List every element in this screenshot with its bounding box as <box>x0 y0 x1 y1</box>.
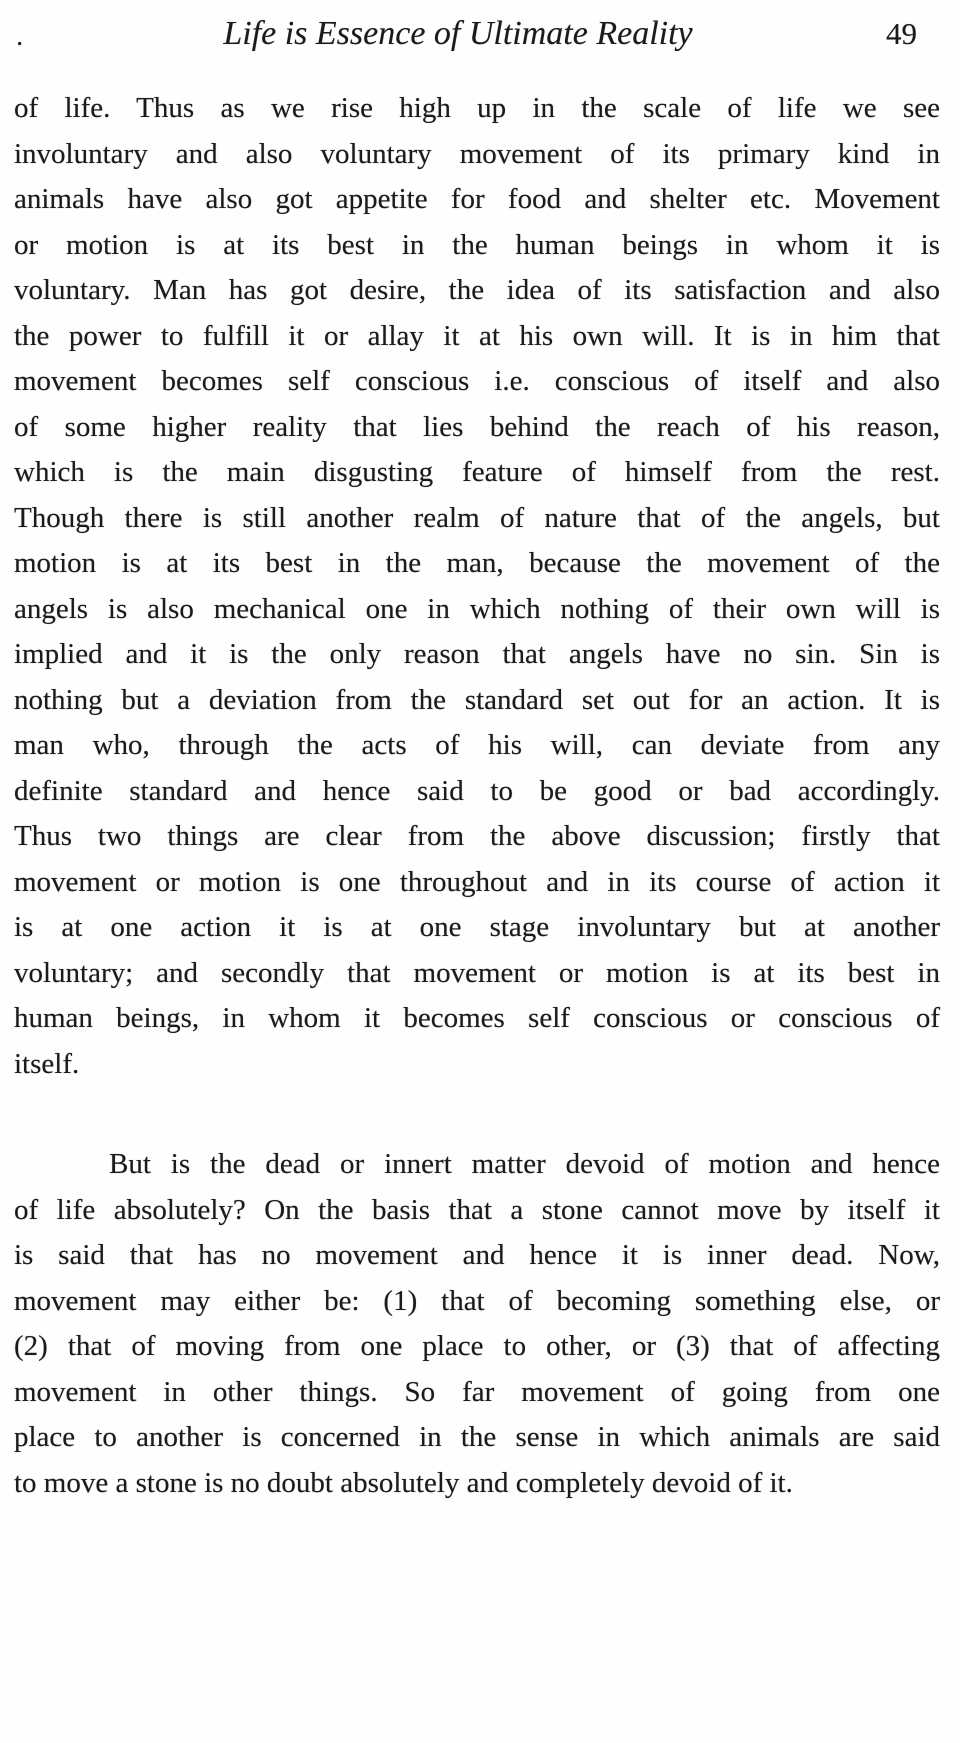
text-line: Thus two things are clear from the above discussion; firstly that <box>14 820 940 852</box>
page-number: 49 <box>886 16 917 51</box>
text-line: which is the main disgusting feature of himself from the rest. <box>14 456 940 488</box>
page-header <box>0 12 960 64</box>
text-line: angels is also mechanical one in which nothing of their own will is <box>14 592 940 625</box>
text-line: But is the dead or innert matter devoid of motion and hence <box>109 1148 940 1180</box>
text-line: the power to fulfill it or allay it at his own will. It is in him that <box>14 319 940 352</box>
text-line: motion is at its best in the man, because the movement of the <box>14 547 940 579</box>
text-line: definite standard and hence said to be good or bad accordingly. <box>14 774 940 807</box>
text-line: implied and it is the only reason that angels have no sin. Sin is <box>14 638 940 670</box>
text-line: movement or motion is one throughout and in its course of action it <box>14 865 940 898</box>
text-line: voluntary; and secondly that movement or motion is at its best in <box>14 956 940 989</box>
text-line: to move a stone is no doubt absolutely and completely devoid of it. <box>14 1466 793 1499</box>
text-line: movement becomes self conscious i.e. conscious of itself and also <box>14 365 940 397</box>
text-line: nothing but a deviation from the standard set out for an action. It is <box>14 683 940 716</box>
text-line: of some higher reality that lies behind the reach of his reason, <box>14 410 940 443</box>
page-body <box>14 86 940 1506</box>
page-title: Life is Essence of Ultimate Reality <box>223 15 693 52</box>
text-line: involuntary and also voluntary movement of its primary kind in <box>14 137 940 170</box>
paragraph <box>14 1142 940 1506</box>
text-line: of life absolutely? On the basis that a stone cannot move by itself it <box>14 1193 940 1226</box>
header-left-mark: . <box>16 20 24 52</box>
text-line: place to another is concerned in the sense in which animals are said <box>14 1421 940 1453</box>
text-line: itself. <box>14 1047 80 1080</box>
text-line: human beings, in whom it becomes self conscious or conscious of <box>14 1002 940 1034</box>
text-line: or motion is at its best in the human beings in whom it is <box>14 228 940 261</box>
text-line: Though there is still another realm of nature that of the angels, but <box>14 501 940 534</box>
text-line: animals have also got appetite for food and shelter etc. Movement <box>14 183 940 215</box>
text-line: voluntary. Man has got desire, the idea of its satisfaction and also <box>14 274 940 306</box>
text-line: man who, through the acts of his will, can deviate from any <box>14 729 940 761</box>
text-line: movement may either be: (1) that of becoming something else, or <box>14 1284 940 1317</box>
text-line: is said that has no movement and hence it is inner dead. Now, <box>14 1239 940 1271</box>
paragraph <box>14 86 940 1087</box>
text-line: (2) that of moving from one place to other, or (3) that of affecting <box>14 1330 940 1362</box>
text-line: of life. Thus as we rise high up in the scale of life we see <box>14 92 940 124</box>
text-line: is at one action it is at one stage involuntary but at another <box>14 911 940 943</box>
text-line: movement in other things. So far movement of going from one <box>14 1375 940 1408</box>
